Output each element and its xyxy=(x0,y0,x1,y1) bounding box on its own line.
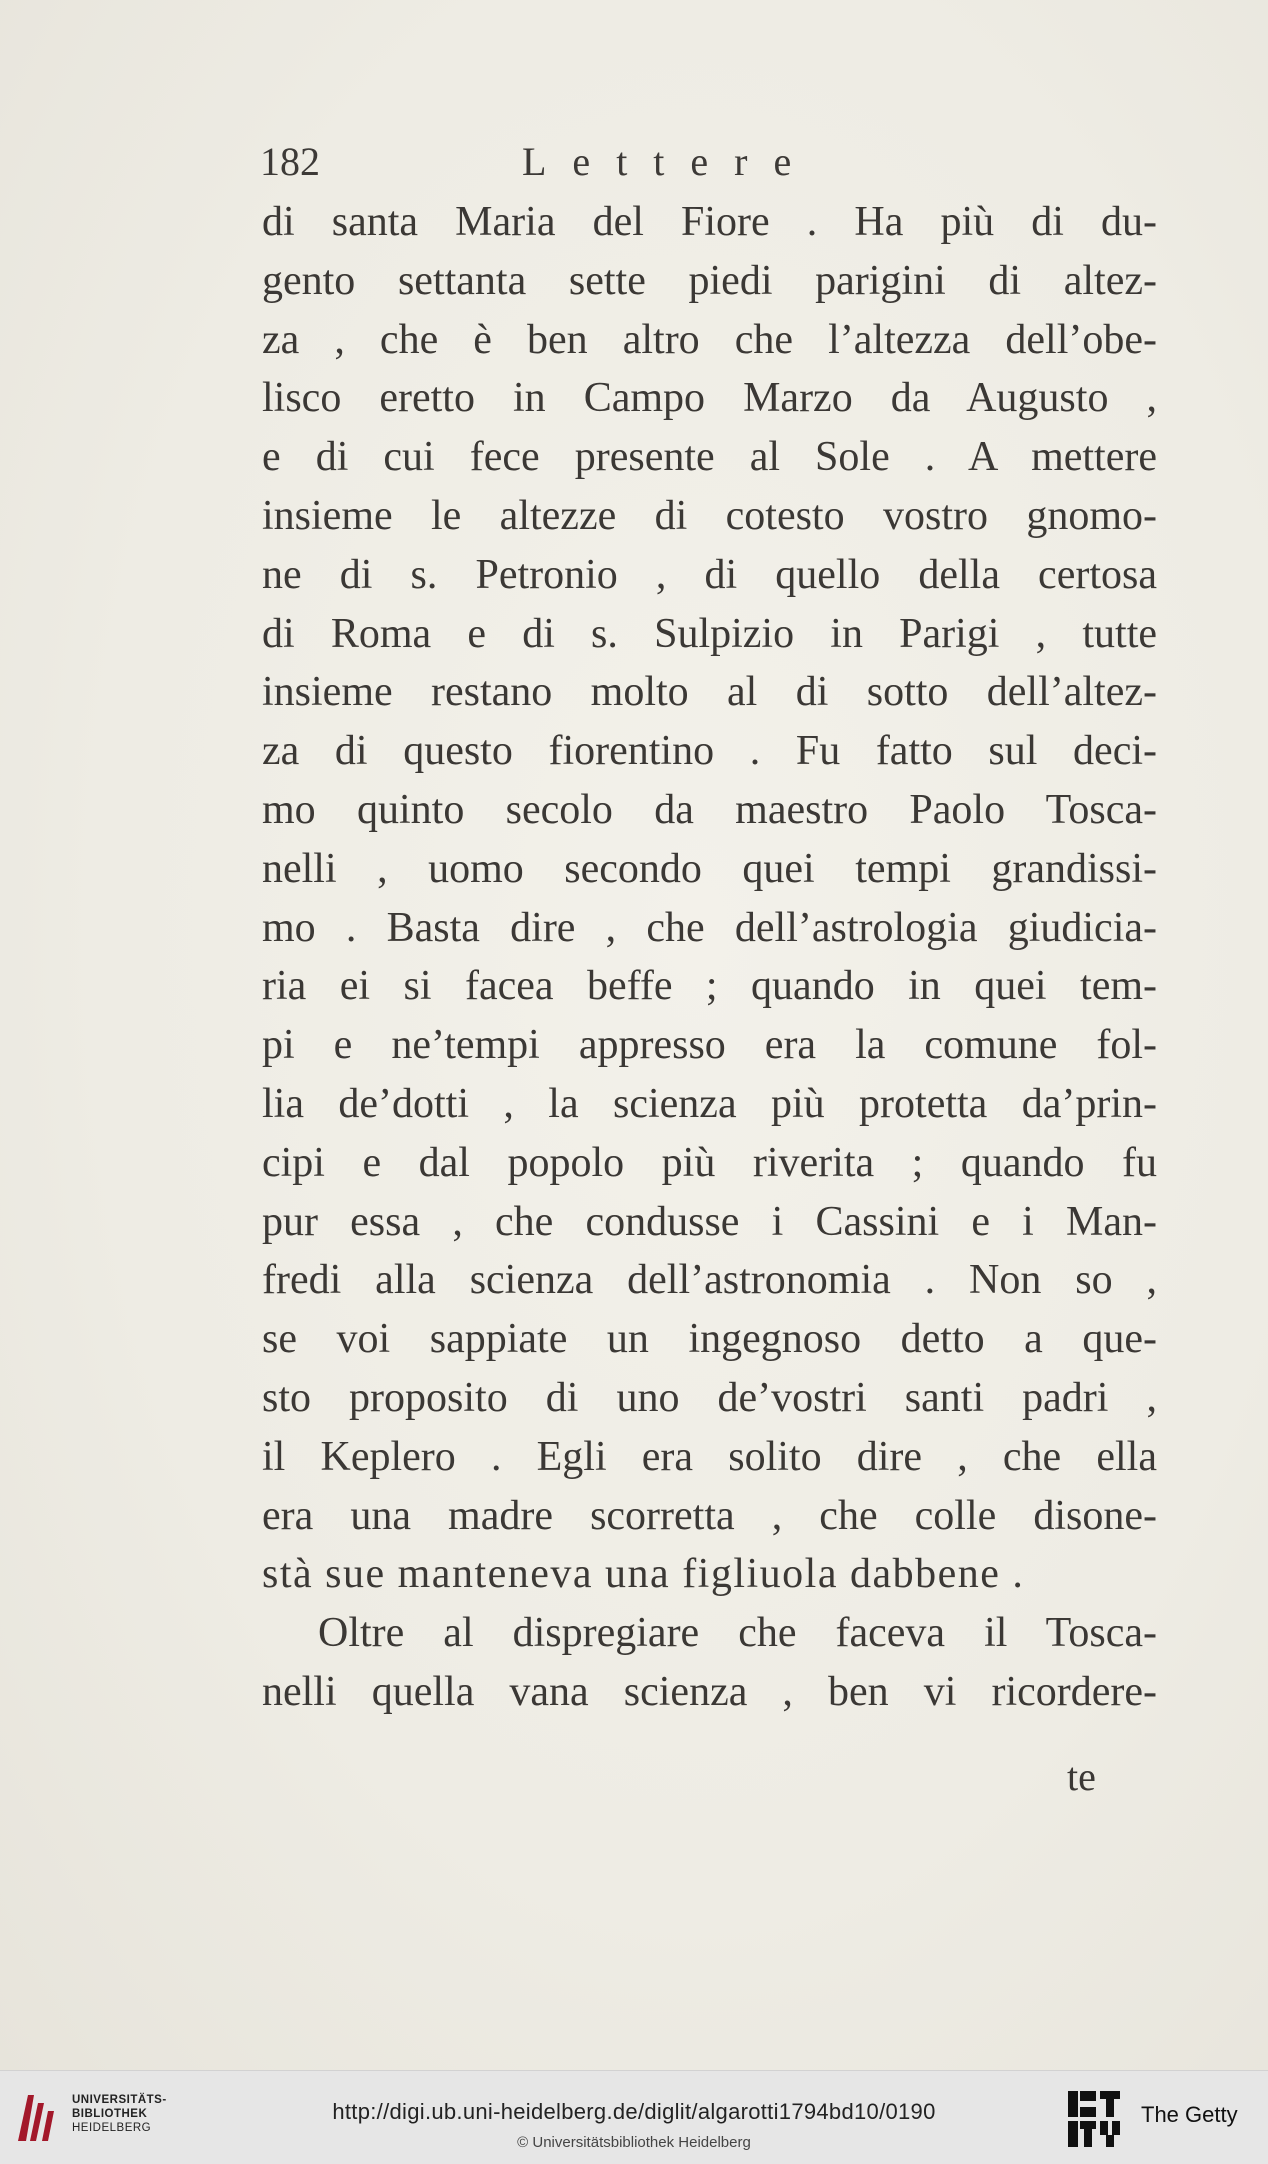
text-line: za , che è ben altro che l’altezza dell’obe- xyxy=(262,316,1157,363)
text-line: era una madre scorretta , che colle disone- xyxy=(262,1492,1157,1539)
text-line: se voi sappiate un ingegnoso detto a que- xyxy=(262,1316,1157,1363)
library-name-line: BIBLIOTHEK xyxy=(72,2108,148,2120)
running-head xyxy=(260,138,1160,188)
text-line: lisco eretto in Campo Marzo da Augusto , xyxy=(262,375,1157,422)
getty-partner-name: The Getty xyxy=(1141,2102,1238,2127)
library-name-line: UNIVERSITÄTS- xyxy=(72,2094,167,2106)
viewer-footer xyxy=(0,2070,1268,2164)
body-text xyxy=(262,193,1157,1722)
text-line: nelli , uomo secondo quei tempi grandissi- xyxy=(262,845,1157,892)
text-line: mo . Basta dire , che dell’astrologia giudicia- xyxy=(262,904,1157,951)
text-line: mo quinto secolo da maestro Paolo Tosca- xyxy=(262,786,1157,833)
text-line: di santa Maria del Fiore . Ha più di du- xyxy=(262,199,1157,245)
running-title: Lettere xyxy=(522,139,818,184)
text-line: di Roma e di s. Sulpizio in Parigi , tutte xyxy=(262,610,1157,657)
text-line: ne di s. Petronio , di quello della certosa xyxy=(262,551,1157,598)
text-line: nelli quella vana scienza , ben vi ricordere- xyxy=(262,1668,1157,1715)
catchword: te xyxy=(1067,1754,1096,1799)
page-number: 182 xyxy=(260,139,320,184)
text-line: insieme le altezze di cotesto vostro gnomo- xyxy=(262,492,1157,539)
text-line: stà sue manteneva una figliuola dabbene . xyxy=(262,1551,1025,1598)
library-name-line: HEIDELBERG xyxy=(72,2122,152,2134)
copyright-notice: © Universitätsbibliothek Heidelberg xyxy=(517,2134,751,2151)
text-line: insieme restano molto al di sotto dell’altez- xyxy=(262,669,1157,716)
text-line: za di questo fiorentino . Fu fatto sul deci- xyxy=(262,728,1157,775)
text-line: pi e ne’tempi appresso era la comune fol- xyxy=(262,1022,1157,1069)
getty-logo-icon xyxy=(1066,2089,1122,2149)
text-line: gento settanta sette piedi parigini di altez- xyxy=(262,257,1157,304)
text-line: pur essa , che condusse i Cassini e i Man- xyxy=(262,1198,1157,1245)
text-line: Oltre al dispregiare che faceva il Tosca- xyxy=(318,1610,1157,1657)
text-line: fredi alla scienza dell’astronomia . Non so , xyxy=(262,1257,1157,1304)
text-line: il Keplero . Egli era solito dire , che ella xyxy=(262,1433,1157,1480)
text-line: lia de’dotti , la scienza più protetta da’prin- xyxy=(262,1080,1157,1127)
text-line: ria ei si facea beffe ; quando in quei tem- xyxy=(262,963,1157,1010)
text-line: cipi e dal popolo più riverita ; quando fu xyxy=(262,1139,1157,1186)
text-line: sto proposito di uno de’vostri santi padri , xyxy=(262,1374,1157,1421)
permalink-url[interactable]: http://digi.ub.uni-heidelberg.de/diglit/algarotti1794bd10/0190 xyxy=(332,2099,936,2124)
text-line: e di cui fece presente al Sole . A mettere xyxy=(262,434,1157,481)
